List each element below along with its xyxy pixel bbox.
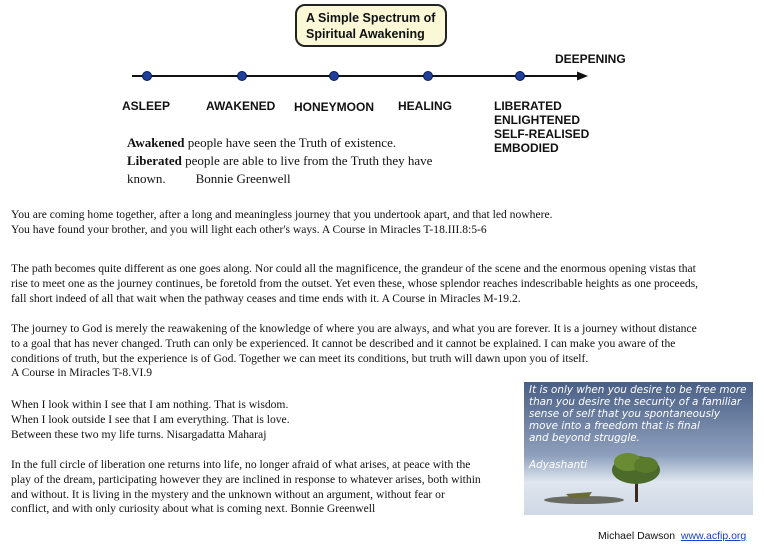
website-link[interactable]: www.acfip.org xyxy=(680,530,747,542)
text: people are able to live from the Truth they have xyxy=(181,153,433,168)
paragraph xyxy=(11,398,290,442)
paragraph xyxy=(11,262,698,306)
footer xyxy=(598,530,746,542)
paragraph-line: The journey to God is merely the reawakening of the knowledge of where you are always, and what you are forever. It is a journey without distance xyxy=(11,322,697,335)
stage-label: HONEYMOON xyxy=(294,100,375,114)
paragraph-line: Between these two my life turns. Nisargadatta Maharaj xyxy=(11,427,267,441)
stage-label: ASLEEP xyxy=(122,99,171,113)
stage-label: AWAKENED xyxy=(206,99,276,113)
paragraph-line: to a goal that has never changed. Truth can only be experienced. It cannot be described and it cannot be explained. I can make you aware of the xyxy=(11,336,676,350)
quote-line: move into a freedom that is final xyxy=(529,420,700,432)
definition-quote xyxy=(127,134,467,188)
paragraph xyxy=(11,208,553,238)
paragraph-line: The path becomes quite different as one goes along. Nor could all the magnificence, the grandeur of the scene and the enormous opening vistas that xyxy=(11,262,696,275)
text: people have seen the Truth of existence. xyxy=(184,135,397,150)
author-name: Michael Dawson xyxy=(598,530,676,542)
quote-line: than you desire the security of a familiar xyxy=(529,396,742,408)
image-quote-text xyxy=(529,384,753,444)
author: Bonnie Greenwell xyxy=(195,171,291,186)
stage-label: LIBERATED xyxy=(494,99,562,113)
paragraph-line: conflict, and with only curiosity about what is coming next. Bonnie Greenwell xyxy=(11,502,376,516)
paragraph-line: You are coming home together, after a long and meaningless journey that you undertook apart, and that led nowhere. xyxy=(11,208,553,221)
title-line: A Simple Spectrum of xyxy=(306,11,436,25)
quote-line: and beyond struggle. xyxy=(529,432,640,444)
term: Awakened xyxy=(127,135,185,150)
stage-label: SELF-REALISED xyxy=(494,127,590,141)
deepening-label: DEEPENING xyxy=(555,52,626,66)
paragraph-line: conditions of truth, but the experience is of God. Together we can meet its conditions, but truth will dawn upon you of itself. xyxy=(11,351,589,365)
arrow-head xyxy=(577,72,588,81)
paragraph-line: In the full circle of liberation one returns into life, no longer afraid of what arises, at peace with the xyxy=(11,458,471,471)
paragraph-line: When I look outside I see that I am everything. That is love. xyxy=(11,412,290,426)
paragraph xyxy=(11,458,481,517)
text: known. xyxy=(127,171,166,186)
paragraph-line: fall short indeed of all that wait when the pathway ceases and time ends with it. A Course in Miracles M-19.2. xyxy=(11,291,521,305)
stage-dot xyxy=(516,72,525,81)
image-quote-author: Adyashanti xyxy=(529,459,588,471)
adyashanti-quote-image xyxy=(524,382,753,515)
spectrum-axis xyxy=(0,0,764,100)
quote-line: It is only when you desire to be free more xyxy=(529,384,747,396)
paragraph-line: A Course in Miracles T-8.VI.9 xyxy=(11,366,153,380)
paragraph xyxy=(11,322,697,381)
paragraph-line: You have found your brother, and you will light each other's ways. A Course in Miracles T-18.III.8:5-6 xyxy=(11,222,487,236)
stage-label: ENLIGHTENED xyxy=(494,113,581,127)
title-line: Spiritual Awakening xyxy=(306,27,425,41)
stage-dot xyxy=(143,72,152,81)
stage-dot xyxy=(330,72,339,81)
final-stage-labels xyxy=(494,99,589,155)
stage-dot xyxy=(238,72,247,81)
stage-label: HEALING xyxy=(398,99,452,113)
paragraph-line: When I look within I see that I am nothing. That is wisdom. xyxy=(11,398,289,411)
quote-line: sense of self that you spontaneously xyxy=(529,408,721,420)
paragraph-line: and without. It is living in the mystery and the unknown without an argument, without fear or xyxy=(11,487,445,501)
stage-dot xyxy=(424,72,433,81)
paragraph-line: rise to meet one as the journey continues, be foretold from the outset. Yet even these, whose splendor reaches indescribable heights as one proceeds, xyxy=(11,276,699,290)
paragraph-line: play of the dream, participating however they are inclined in response to whatever arises, both within xyxy=(11,472,481,486)
term: Liberated xyxy=(127,153,182,168)
stage-label: EMBODIED xyxy=(494,141,559,155)
